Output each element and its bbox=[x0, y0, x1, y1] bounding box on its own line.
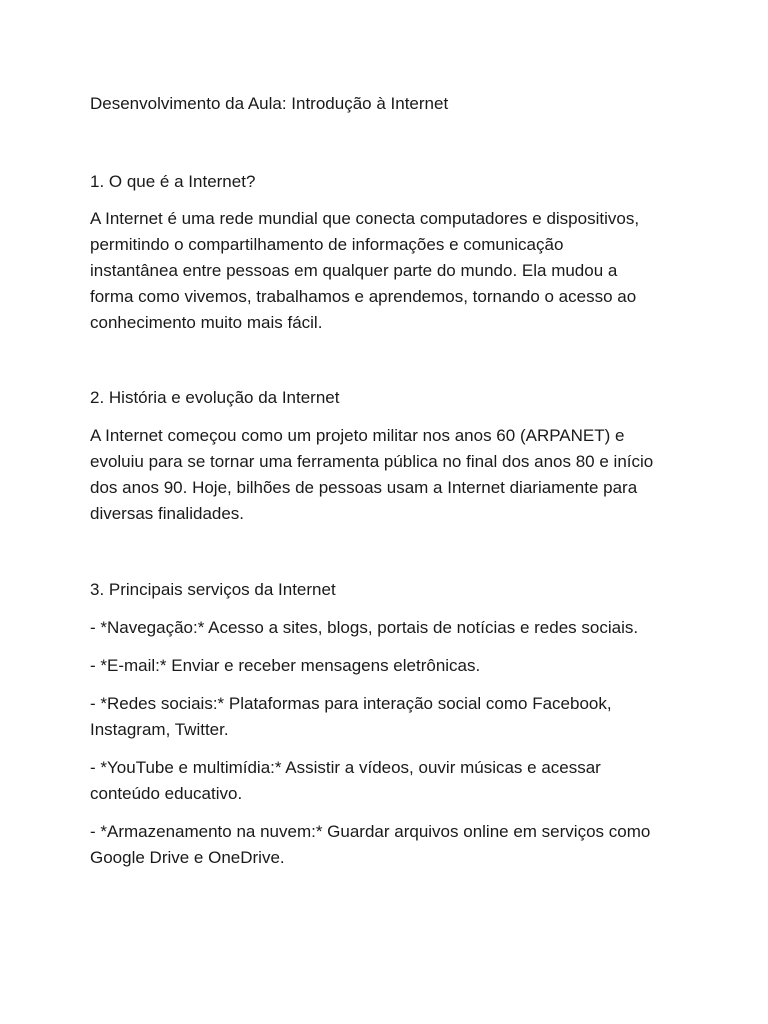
section-2-line: diversas finalidades. bbox=[90, 504, 245, 523]
service-item-line: - *YouTube e multimídia:* Assistir a vídeos, ouvir músicas e acessar bbox=[90, 758, 601, 777]
section-1-line: instantânea entre pessoas em qualquer parte do mundo. Ela mudou a bbox=[90, 261, 618, 280]
service-item-line: - *Navegação:* Acesso a sites, blogs, portais de notícias e redes sociais. bbox=[90, 618, 639, 637]
section-2-paragraph bbox=[90, 423, 690, 527]
section-1-line: forma como vivemos, trabalhamos e aprendemos, tornando o acesso ao bbox=[90, 287, 637, 306]
section-1-line: conhecimento muito mais fácil. bbox=[90, 313, 323, 332]
service-item-navegacao bbox=[90, 615, 690, 641]
section-2-line: A Internet começou como um projeto militar nos anos 60 (ARPANET) e bbox=[90, 426, 625, 445]
section-3-heading: 3. Principais serviços da Internet bbox=[90, 580, 336, 599]
service-item-email bbox=[90, 653, 690, 679]
service-item-line: Instagram, Twitter. bbox=[90, 720, 229, 739]
section-1-paragraph bbox=[90, 206, 690, 336]
service-item-line: - *Redes sociais:* Plataformas para interação social como Facebook, bbox=[90, 694, 612, 713]
service-item-armazenamento bbox=[90, 819, 690, 871]
service-item-line: Google Drive e OneDrive. bbox=[90, 848, 285, 867]
document-title: Desenvolvimento da Aula: Introdução à Internet bbox=[90, 94, 449, 113]
section-2-line: evoluiu para se tornar uma ferramenta pública no final dos anos 80 e início bbox=[90, 452, 654, 471]
service-item-redes-sociais bbox=[90, 691, 690, 743]
service-item-line: conteúdo educativo. bbox=[90, 784, 243, 803]
service-item-youtube bbox=[90, 755, 690, 807]
section-1-line: permitindo o compartilhamento de informações e comunicação bbox=[90, 235, 564, 254]
service-item-line: - *E-mail:* Enviar e receber mensagens eletrônicas. bbox=[90, 656, 481, 675]
section-2-heading: 2. História e evolução da Internet bbox=[90, 388, 340, 407]
section-1-line: A Internet é uma rede mundial que conecta computadores e dispositivos, bbox=[90, 209, 640, 228]
service-item-line: - *Armazenamento na nuvem:* Guardar arquivos online em serviços como bbox=[90, 822, 651, 841]
section-1-heading: 1. O que é a Internet? bbox=[90, 172, 256, 191]
section-2-line: dos anos 90. Hoje, bilhões de pessoas usam a Internet diariamente para bbox=[90, 478, 638, 497]
